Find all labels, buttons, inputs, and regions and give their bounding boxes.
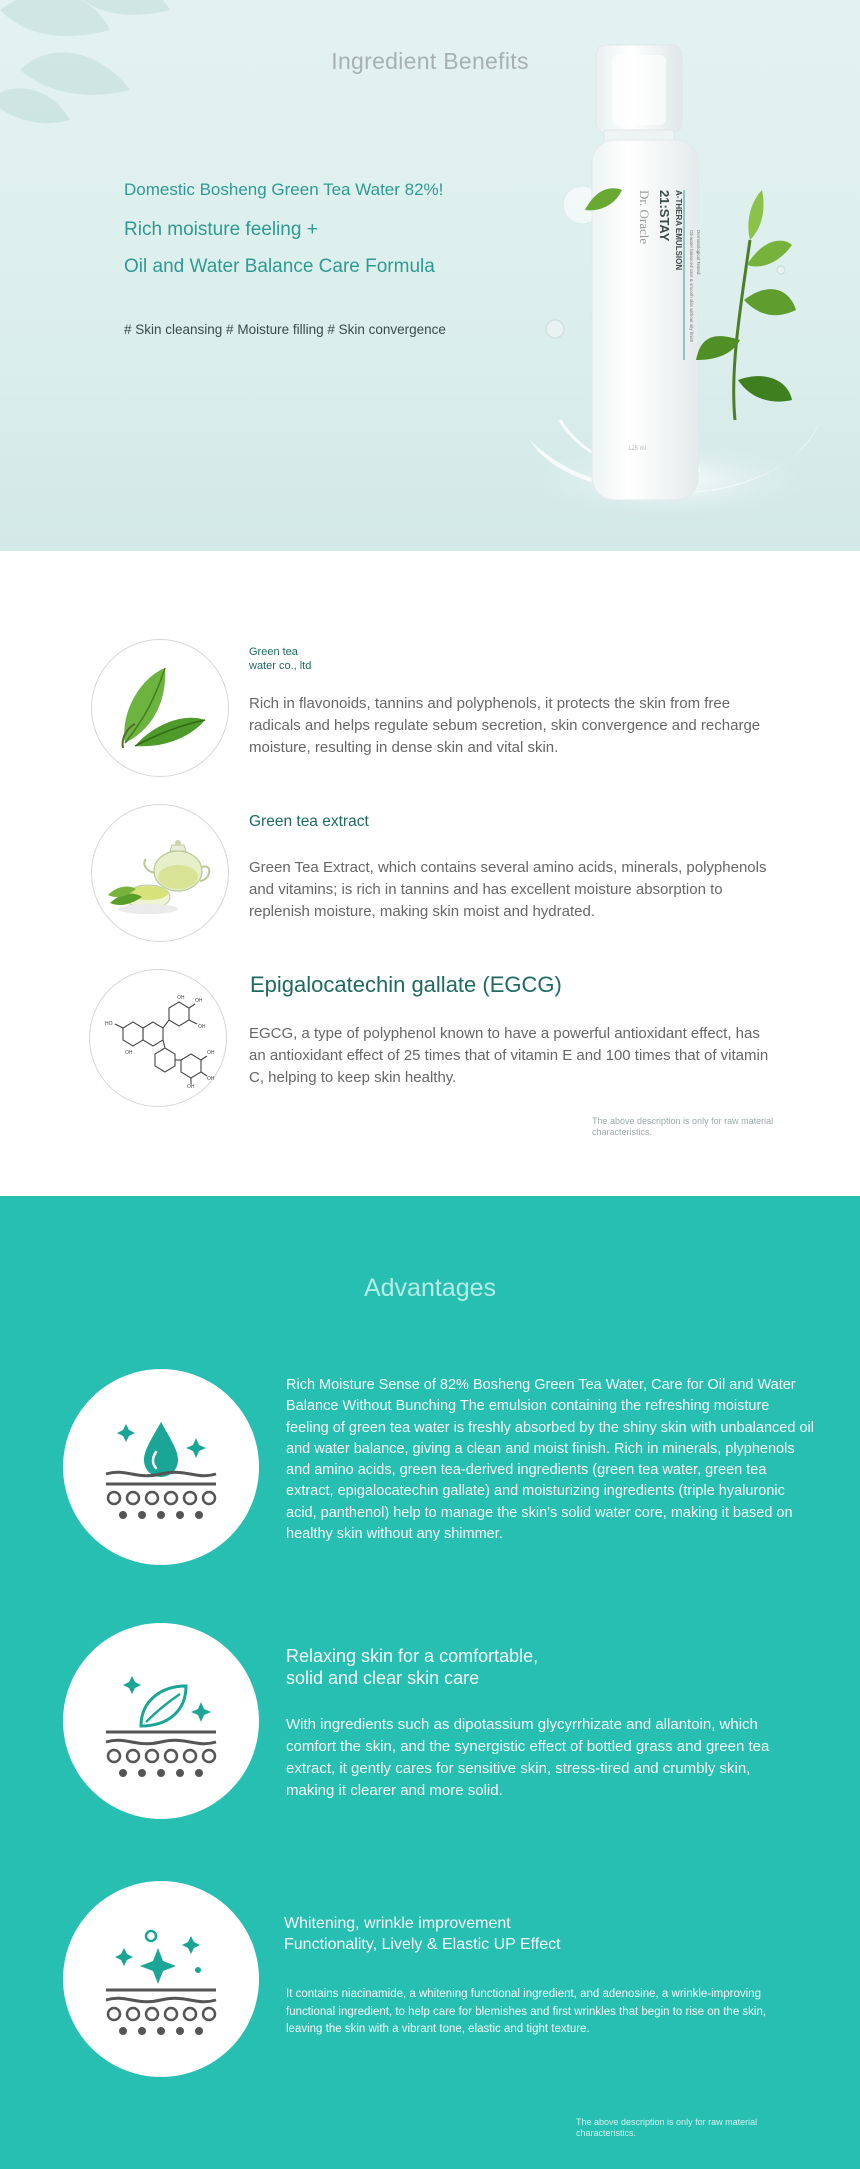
hero-highlight-line: Domestic Bosheng Green Tea Water 82%! (124, 180, 444, 199)
svg-text:OH: OH (207, 1050, 215, 1056)
bottle-volume: 125 ml (628, 446, 647, 452)
ingredient-description: EGCG, a type of polyphenol known to have a powerful antioxidant effect, has an antioxidant effect of 25 times that of vitamin E and 100 times that of vitamin C, helping to keep skin healthy. (249, 1025, 769, 1086)
advantage-description: Rich Moisture Sense of 82% Bosheng Green Tea Water, Care for Oil and Water Balance Without Bunching The emulsion containing the refreshing moisture feeling of green tea water is freshly absorbed by the shiny skin with unbalanced oil and water balance, giving a clean and moist finish. Rich in minerals, plyphenols and amino acids, green tea-derived ingredients (green tea water, green tea extract, epigalocatechin gallate) and moisturizing ingredients (triple hyaluronic acid, panthenol) help to manage the skin's solid water core, making it based on healthy skin without any shimmer. (286, 1377, 814, 1543)
svg-text:OH: OH (177, 995, 185, 1001)
advantage-title: Relaxing skin for a comfortable, solid and clear skin care (286, 1646, 539, 1688)
ingredient-disclaimer: The above description is only for raw material characteristics. (592, 1116, 774, 1137)
svg-text:OH: OH (198, 1024, 206, 1030)
svg-text:OH: OH (187, 1084, 195, 1090)
bottle-subtitle-2: Dermatological Tested (696, 230, 701, 275)
advantage-description: It contains niacinamide, a whitening functional ingredient, and adenosine, a wrinkle-improving functional ingredient, to help care for blemishes and first wrinkles that begin to rise on the skin, leaving the skin with a vibrant tone, elastic and tight texture. (286, 1988, 767, 2035)
leaf-skin-icon (96, 1656, 226, 1786)
advantages-section (0, 1196, 860, 2169)
water-drop-skin-icon (96, 1402, 226, 1532)
ingredient-title: Green tea water co., ltd (249, 646, 312, 672)
advantage-disclaimer: The above description is only for raw material characteristics. (576, 2117, 758, 2138)
advantages-title: Advantages (363, 1274, 497, 1302)
ingredient-title: Green tea extract (249, 813, 369, 830)
advantage-icon-circle (63, 1369, 259, 1565)
hero-hashtags: # Skin cleansing # Moisture filling # Skin convergence (124, 322, 446, 337)
ingredient-image-egcg (89, 969, 227, 1107)
advantage-icon-circle (63, 1881, 259, 2077)
ingredient-description: Rich in flavonoids, tannins and polyphenols, it protects the skin from free radicals and helps regulate sebum secretion, skin convergence and recharge moisture, resulting in dense skin and vital skin. (249, 695, 761, 756)
advantage-description: With ingredients such as dipotassium glycyrrhizate and allantoin, which comfort the skin, and the synergistic effect of bottled grass and green tea extract, it gently cares for sensitive skin, stress-tired and crumbly skin, making it clearer and more solid. (286, 1716, 770, 1799)
hero-title: Ingredient Benefits (331, 48, 529, 74)
svg-text:OH: OH (207, 1076, 215, 1082)
hero-feature-line: Rich moisture feeling + (124, 219, 318, 240)
ingredient-image-green-tea-water (91, 639, 229, 777)
advantage-icon-circle (63, 1623, 259, 1819)
hero-formula-line: Oil and Water Balance Care Formula (124, 256, 435, 277)
svg-text:OH: OH (125, 1050, 133, 1056)
ingredient-image-green-tea-extract (91, 804, 229, 942)
ingredient-description: Green Tea Extract, which contains several amino acids, minerals, polyphenols and vitamins; is rich in tannins and has excellent moisture absorption to replenish moisture, making skin moist and hydrated. (249, 859, 767, 920)
ingredients-section (0, 551, 860, 1196)
hero-section (0, 0, 860, 551)
svg-text:OH: OH (195, 998, 203, 1004)
bottle-product-line: 21:STAY (657, 190, 672, 242)
sparkle-skin-icon (96, 1914, 226, 2044)
bottle-subtitle: Oil-water balanced care & smooth skin without oily finish (689, 230, 694, 343)
advantage-title: Whitening, wrinkle improvement Functionality, Lively & Elastic UP Effect (284, 1915, 561, 1953)
ingredient-title: Epigalocatechin gallate (EGCG) (250, 972, 562, 997)
molecule-structure-icon (103, 988, 213, 1088)
teapot-icon (100, 823, 220, 923)
green-tea-leaf-icon (105, 658, 215, 758)
bottle-brand: Dr. Oracle (637, 190, 652, 245)
svg-text:HO: HO (105, 1021, 113, 1027)
product-bottle-image (500, 40, 860, 551)
bottle-product-name: A-THERA EMULSION (674, 190, 683, 271)
